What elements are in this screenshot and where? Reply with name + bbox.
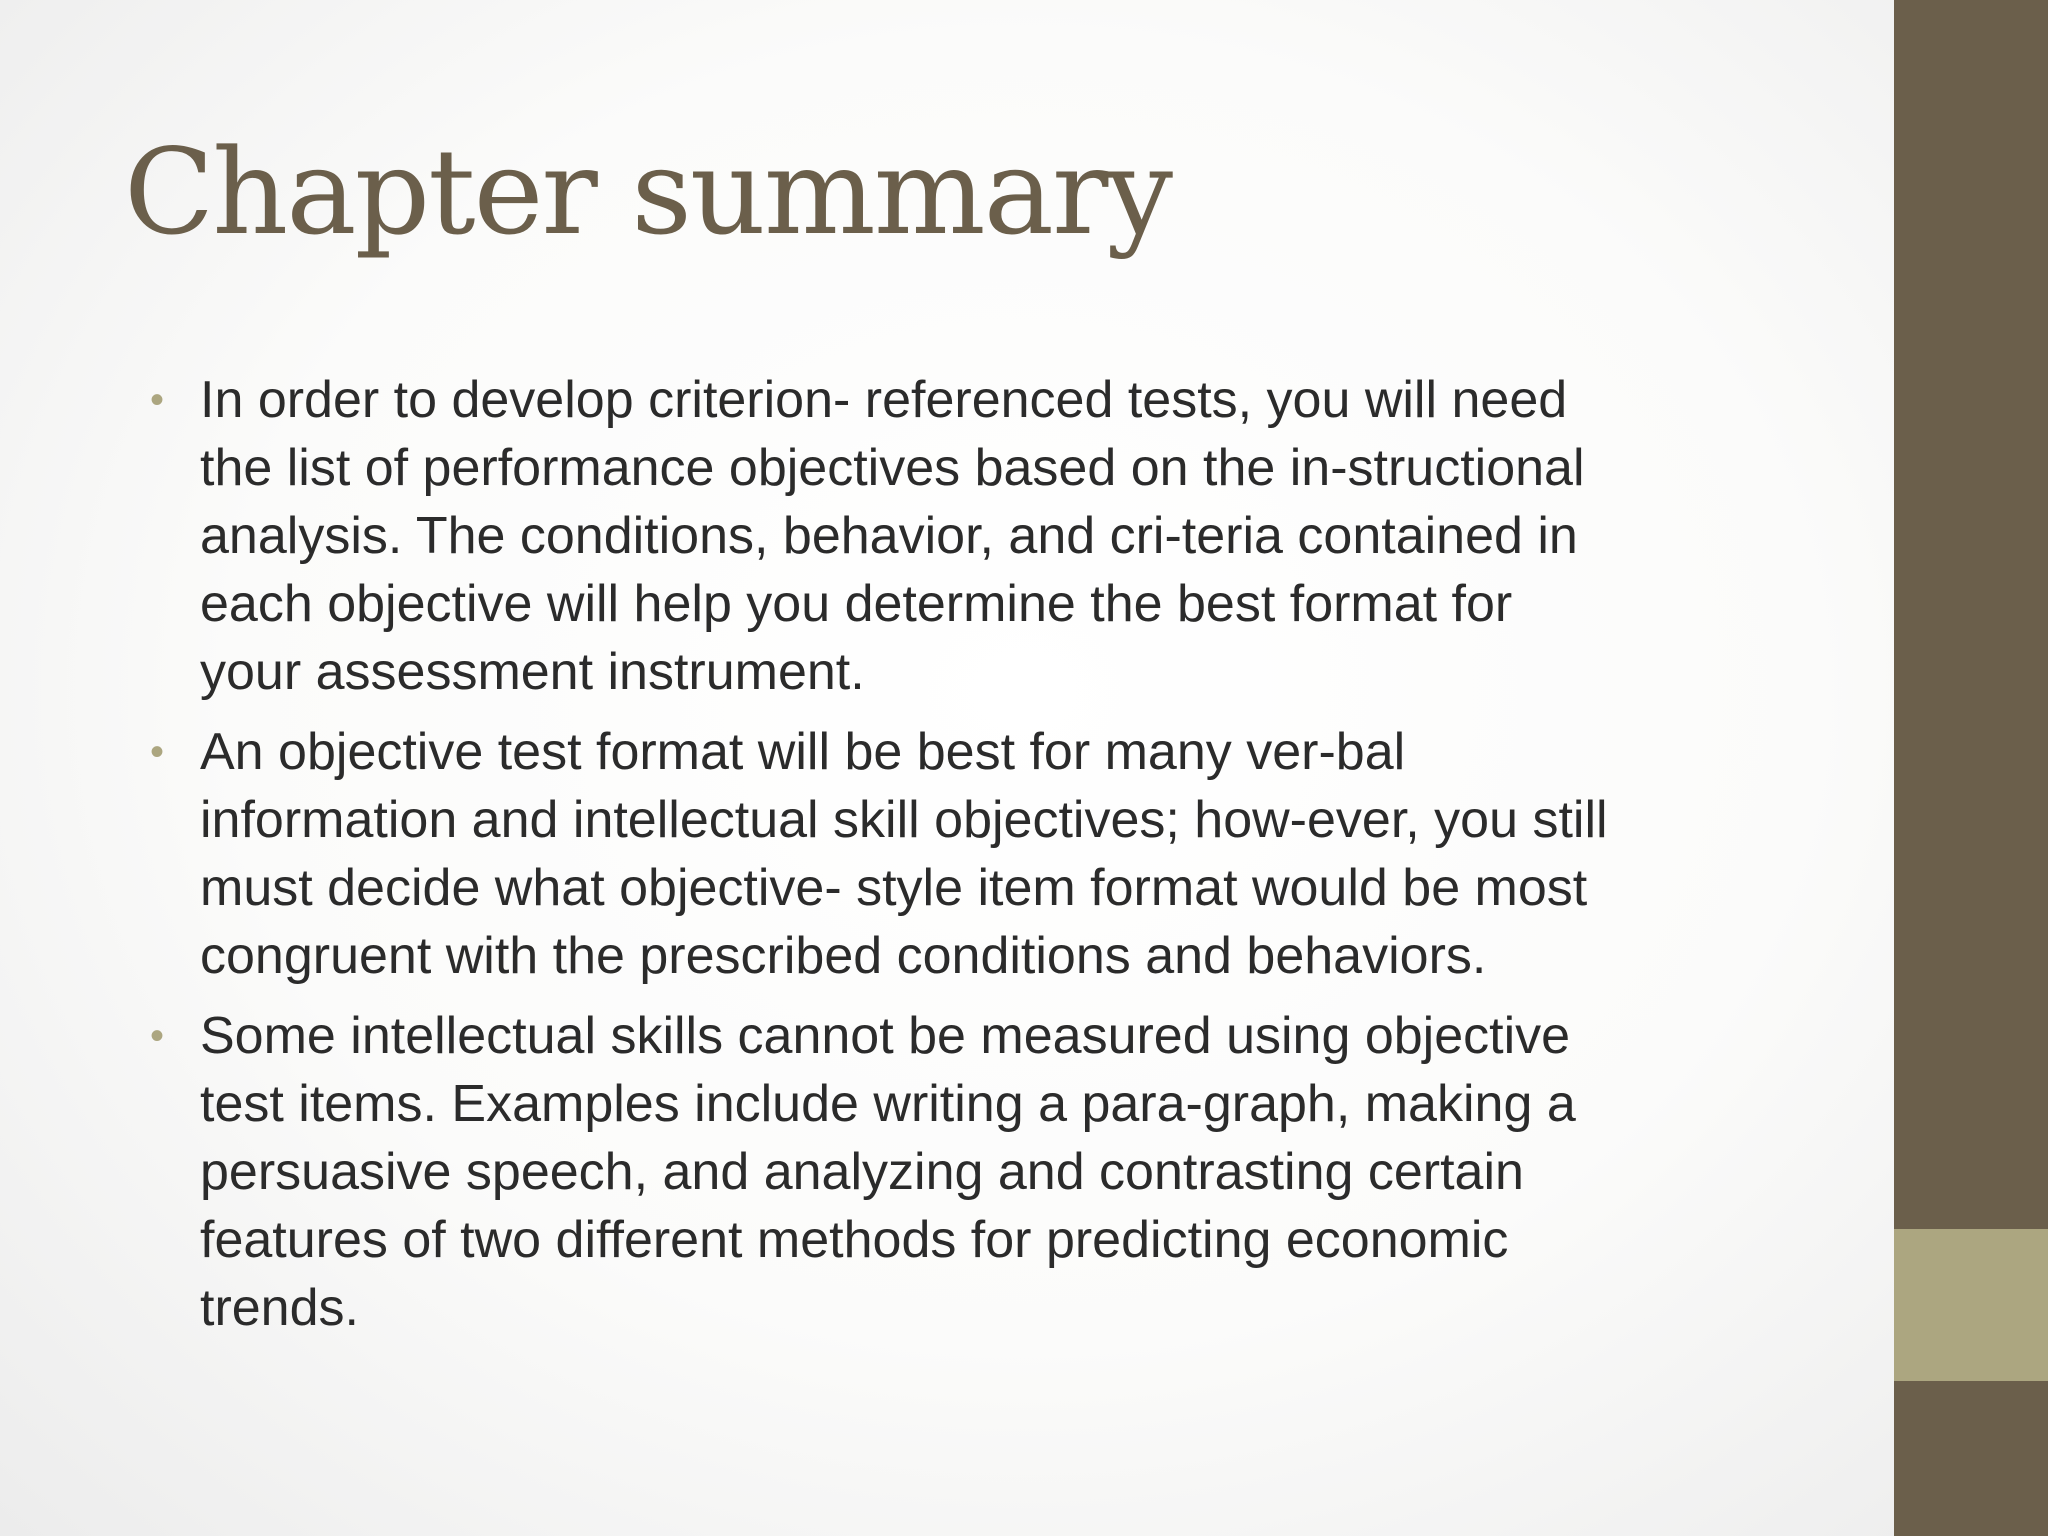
bullet-line: persuasive speech, and analyzing and contrasting certain bbox=[200, 1143, 1524, 1201]
bullet-text bbox=[200, 718, 1796, 990]
bullet-marker: • bbox=[150, 730, 165, 774]
bullet-line: congruent with the prescribed conditions and behaviors. bbox=[200, 927, 1487, 985]
bullet-marker: • bbox=[150, 1014, 165, 1058]
bullet-item bbox=[146, 366, 1796, 706]
bullet-marker: • bbox=[150, 378, 165, 422]
bullet-line: trends. bbox=[200, 1279, 359, 1337]
side-accent-block bbox=[1894, 1229, 2048, 1381]
bullet-item bbox=[146, 718, 1796, 990]
bullet-line: the list of performance objectives based on the in-structional bbox=[200, 439, 1585, 497]
bullet-line: information and intellectual skill objectives; how-ever, you still bbox=[200, 791, 1608, 849]
bullet-line: must decide what objective- style item format would be most bbox=[200, 859, 1588, 917]
bullet-line: An objective test format will be best for many ver-bal bbox=[200, 723, 1406, 781]
bullet-line: your assessment instrument. bbox=[200, 643, 865, 701]
bullet-list bbox=[146, 366, 1796, 1354]
bullet-text bbox=[200, 1002, 1796, 1342]
bullet-line: In order to develop criterion- referenced tests, you will need bbox=[200, 371, 1568, 429]
bullet-line: analysis. The conditions, behavior, and cri-teria contained in bbox=[200, 507, 1578, 565]
bullet-text bbox=[200, 366, 1796, 706]
bullet-line: Some intellectual skills cannot be measured using objective bbox=[200, 1007, 1571, 1065]
bullet-line: each objective will help you determine the best format for bbox=[200, 575, 1513, 633]
slide-title: Chapter summary bbox=[124, 123, 1172, 261]
bullet-line: test items. Examples include writing a para-graph, making a bbox=[200, 1075, 1576, 1133]
bullet-line: features of two different methods for predicting economic bbox=[200, 1211, 1509, 1269]
bullet-item bbox=[146, 1002, 1796, 1342]
